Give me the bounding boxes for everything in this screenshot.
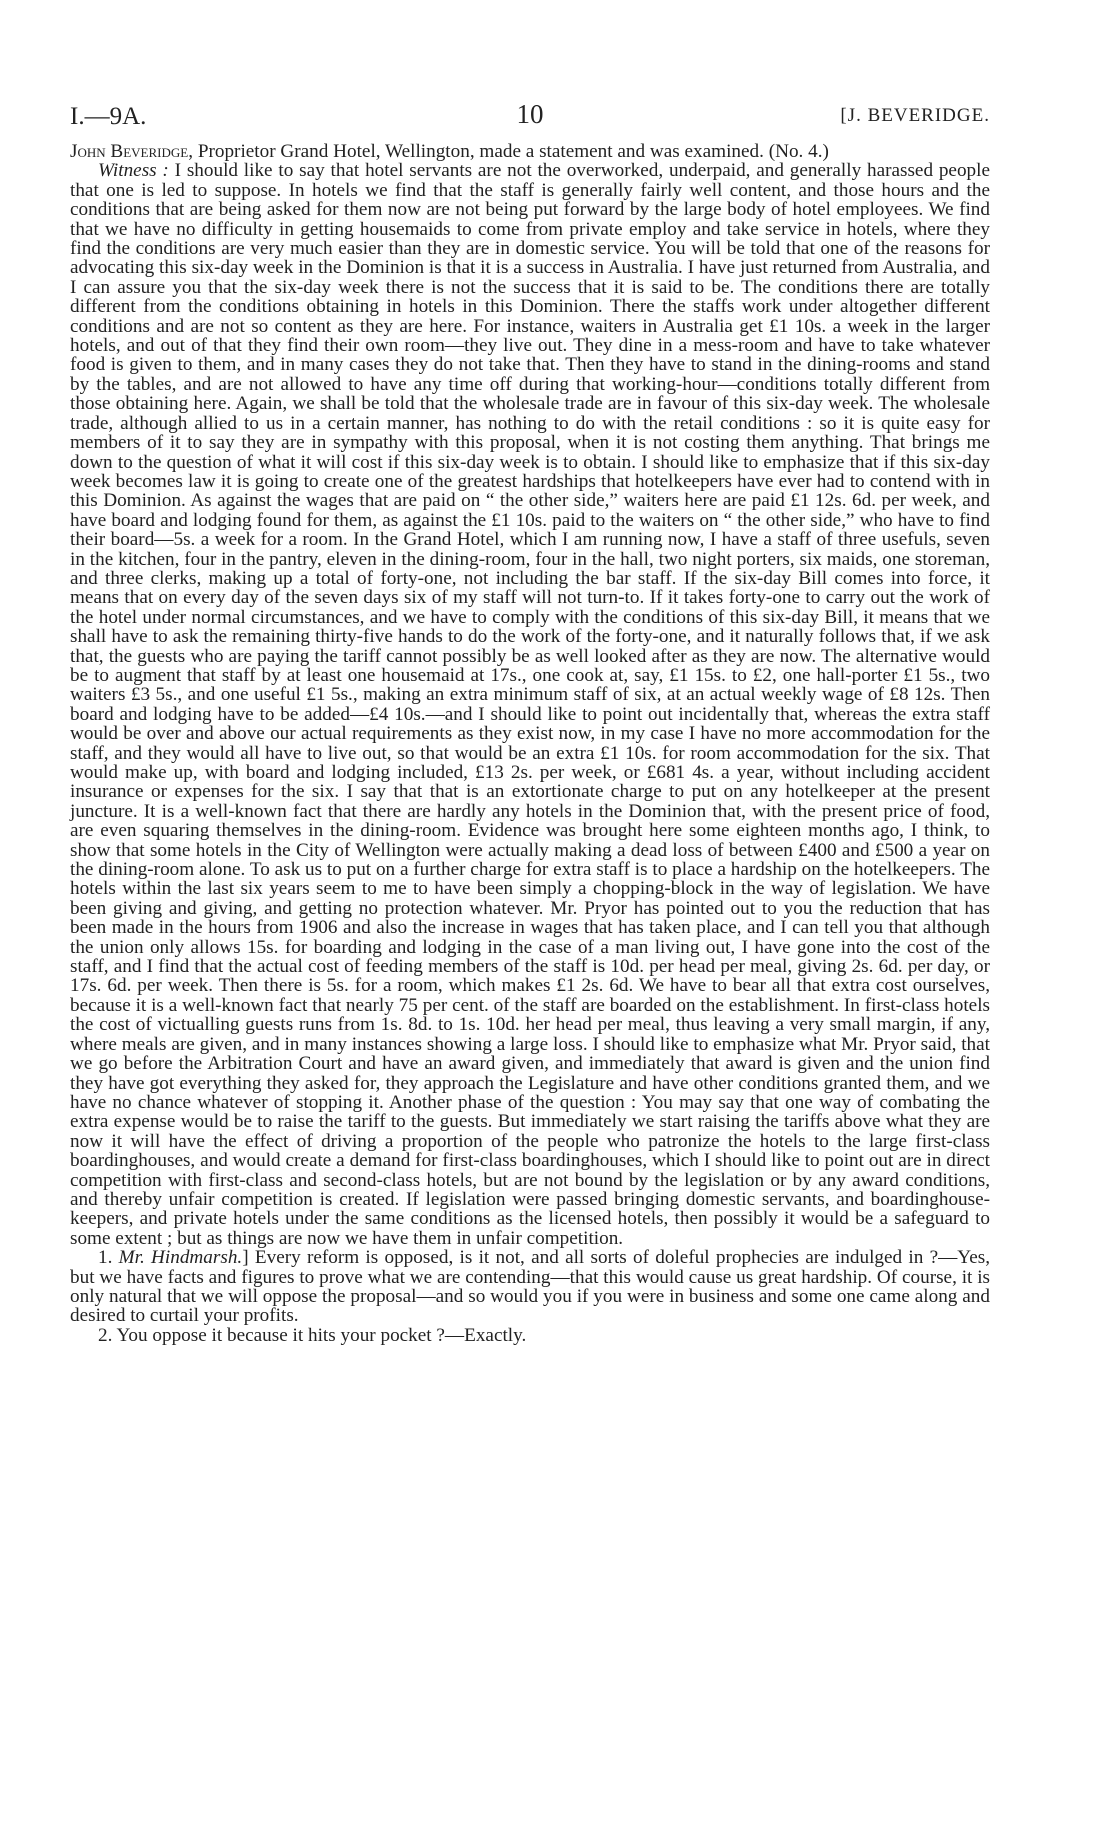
witness-statement-text: I should like to say that hotel servants are not the overworked, underpaid, and generally harassed people that one is led to suppose. In hotels we find that the staff is generally fairly well content, and those hours and the conditions that are being asked for them now are not being put forward by the large body of hotel employees. We find that we have no difficulty in getting housemaids to come from private employ and take service in hotels, where they find the conditions are very much easier than they are in domestic service. You will be told that one of the reasons for advocating this six-day week in the Dominion is that it is a success in Australia. I have just returned from Australia, and I can assure you that the six-day week there is not the success that it is said to be. The conditions there are totally different from the conditions obtaining in hotels in this Dominion. There the staffs work under altogether different conditions and are not so content as they are here. For instance, waiters in Australia get £1 10s. a week in the larger hotels, and out of that they find their own room—they live out. They dine in a mess-room and have to take whatever food is given to them, and in many cases they do not take that. Then they have to stand in the dining-rooms and stand by the tables, and are not allowed to have any time off during that working-hour—conditions totally different from those obtaining here. Again, we shall be told that the wholesale trade are in favour of this six-day week. The wholesale trade, although allied to us in a certain manner, has nothing to do with the retail conditions : so it is quite easy for members of it to say they are in sympathy with this proposal, when it is not costing them anything. That brings me down to the question of what it will cost if this six-day week is to obtain. I should like to emphasize that if this six-day week becomes law it is going to create one of the greatest hardships that hotelkeepers have ever had to contend with in this Dominion. As against the wages that are paid on “ the other side,” waiters here are paid £1 12s. 6d. per week, and have board and lodging found for them, as against the £1 10s. paid to the waiters on “ the other side,” who have to find their board—5s. a week for a room. In the Grand Hotel, which I am running now, I have a staff of three usefuls, seven in the kitchen, four in the pantry, eleven in the dining-room, four in the hall, two night porters, six maids, one storeman, and three clerks, making up a total of forty-one, not including the bar staff. If the six-day Bill comes into force, it means that on every day of the seven days six of my staff will not turn-to. If it takes forty-one to carry out the work of the hotel under normal circumstances, and we have to comply with the conditions of this six-day Bill, it means that we shall have to ask the remaining thirty-five hands to do the work of the forty-one, and it naturally follows that, if we ask that, the guests who are paying the tariff cannot possibly be as well looked after as they are now. The alternative would be to augment that staff by at least one housemaid at 17s., one cook at, say, £1 15s. to £2, one hall-porter £1 5s., two waiters £3 5s., and one useful £1 5s., making an extra minimum staff of six, at an actual weekly wage of £8 12s. Then board and lodging have to be added—£4 10s.—and I should like to point out incidentally that, whereas the extra staff would be over and above our actual requirements as they exist now, in my case I have no more accommodation for the staff, and they would all have to live out, so that would be an extra £1 10s. for room accommodation for the six. That would make up, with board and lodging included, £13 2s. per week, or £681 4s. a year, without including accident insurance or expenses for the six. I say that that is an extortionate charge to put on any hotelkeeper at the present juncture. It is a well-known fact that there are hardly any hotels in the Dominion that, with the present price of food, are even squaring themselves in the dining-room. Evidence was brought here some eighteen months ago, I think, to show that some hotels in the City of Wellington were actually making a dead loss of between £400 and £500 a year on the dining-room alone. To ask us to put on a further charge for extra staff is to place a hardship on the hotelkeepers. The hotels within the last six years seem to me to have been simply a chopping-block in the way of legislation. We have been giving and giving, and getting no protection whatever. Mr. Pryor has pointed out to you the reduction that has been made in the hours from 1906 and also the increase in wages that has taken place, and I can tell you that although the union only allows 15s. for boarding and lodging in the case of a man living out, I have gone into the cost of the staff, and I find that the actual cost of feeding members of the staff is 10d. per head per meal, giving 2s. 6d. per day, or 17s. 6d. per week. Then there is 5s. for a room, which makes £1 2s. 6d. We have to bear all that extra cost ourselves, because it is a well-known fact that nearly 75 per cent. of the staff are boarded on the establishment. In first-class hotels the cost of victualling guests runs from 1s. 8d. to 1s. 10d. her head per meal, thus leaving a very small margin, if any, where meals are given, and in many instances showing a large loss. I should like to emphasize what Mr. Pryor said, that we go before the Arbitration Court and have an award given, and immediately that award is given and the union find they have got everything they asked for, they approach the Legislature and have other conditions granted them, and we have no chance whatever of stopping it. Another phase of the question : You may say that one way of combating the extra expense would be to raise the tariff to the guests. But immediately we start raising the tariffs above what they are now it will have the effect of driving a proportion of the people who patronize the hotels to the large first-class boardinghouses, and would create a demand for first-class boardinghouses, which I should like to point out are in direct competition with first-class and second-class hotels, but are not bound by the legislation or by any award conditions, and thereby unfair competition is created. If legislation were passed bringing domestic servants, and boardinghouse-keepers, and private hotels under the same conditions as the licensed hotels, then possibly it would be a safeguard to some extent ; but as things are now we have them in unfair competition. (70, 160, 990, 1249)
question-text: You oppose it because it hits your pocket ?—Exactly. (112, 1324, 527, 1346)
page-header (70, 95, 990, 135)
intro-line (70, 142, 990, 161)
question-number: 1. (98, 1247, 113, 1269)
intro-rest: , Proprietor Grand Hotel, Wellington, made a statement and was examined. (No. 4.) (188, 141, 829, 162)
page-number: 10 (516, 99, 544, 129)
witness-statement (70, 161, 990, 1248)
question-2 (70, 1326, 990, 1345)
witness-running-head: [J. BEVERIDGE. (840, 105, 990, 126)
witness-name: John Beveridge (70, 141, 189, 162)
question-text: ] Every reform is opposed, is it not, and all sorts of doleful prophecies are indulged in ?—Yes, but we have facts and figures to prove what we are contending—that this would cause us great hardship. Of course, it is only natural that we will oppose the proposal—and so would you if you were in business and some one came along and desired to curtail your profits. (70, 1247, 991, 1327)
paper-reference: I.—9A. (70, 103, 147, 130)
question-speaker: Mr. Hindmarsh. (118, 1247, 243, 1269)
question-number: 2. (98, 1324, 113, 1346)
document-page (70, 95, 990, 1345)
question-1 (70, 1248, 990, 1326)
witness-label: Witness : (98, 160, 169, 182)
